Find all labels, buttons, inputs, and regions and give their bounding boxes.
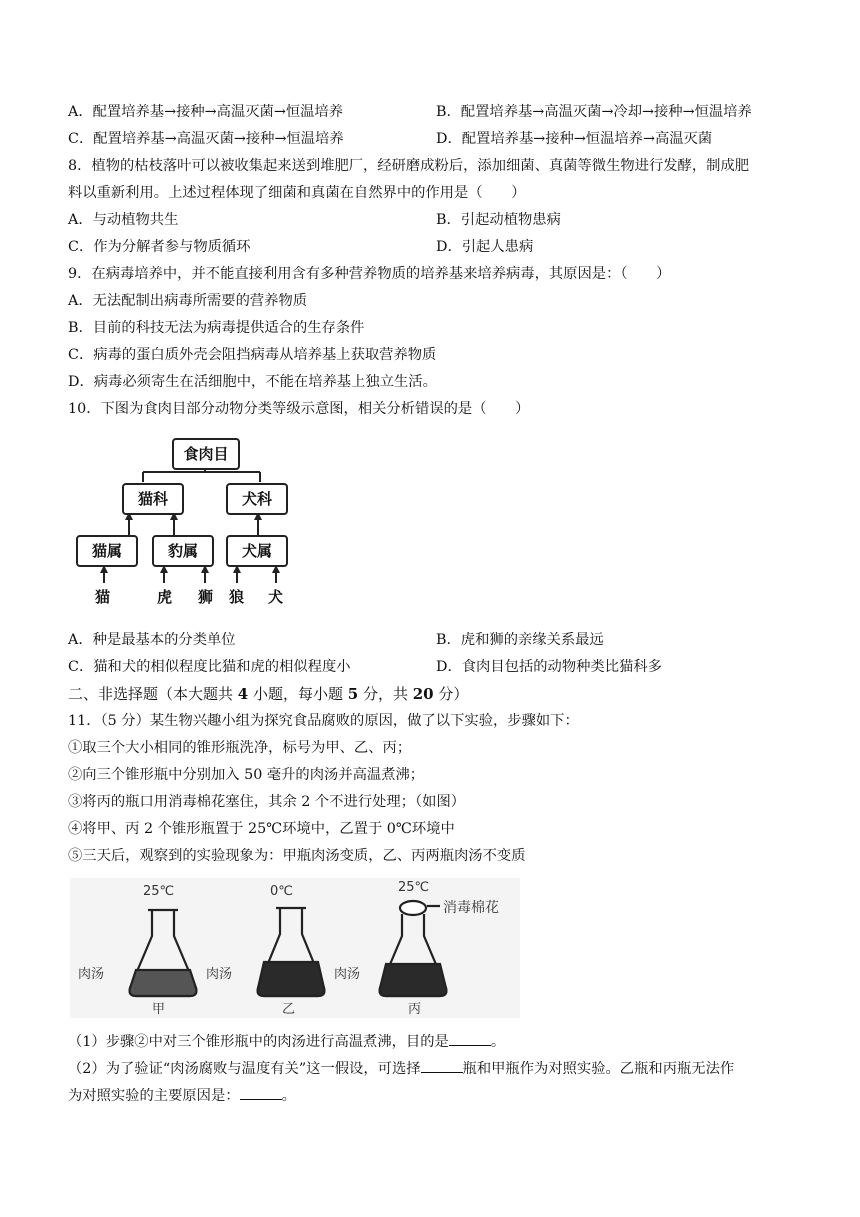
q10-option-a: A．种是最基本的分类单位 [68,632,236,648]
q10-option-d: D．食肉目包括的动物种类比猫科多 [436,659,662,675]
q10-option-b: B．虎和狮的亲缘关系最远 [436,632,604,648]
q8-stem-line1: 8．植物的枯枝落叶可以被收集起来送到堆肥厂，经研磨成粉后，添加细菌、真菌等微生物进行发酵，制成肥 [68,158,750,174]
q8-stem-line2: 料以重新利用。上述过程体现了细菌和真菌在自然界中的作用是（ ） [68,185,526,201]
q8-option-a: A．与动植物共生 [68,212,179,228]
q9-option-d: D．病毒必须寄生在活细胞中，不能在培养基上独立生活。 [68,374,437,390]
tree-node-genus-felis: 猫属 [76,535,138,567]
q11-part-2-text: （2）为了验证“肉汤腐败与温度有关”这一假设，可选择 [68,1061,421,1077]
q11-part-2-text-b: 瓶和甲瓶作为对照实验。乙瓶和丙瓶无法作 [462,1061,735,1077]
q11-part-1-end: 。 [490,1034,506,1050]
tree-species-tiger: 虎 [157,588,173,606]
flask-c-temp: 25℃ [398,880,430,895]
q7-option-a: A．配置培养基→接种→高温灭菌→恒温培养 [68,104,344,120]
tree-species-cat: 猫 [95,588,111,606]
q9-option-b: B．目前的科技无法为病毒提供适合的生存条件 [68,320,365,336]
q8-option-b: B．引起动植物患病 [436,212,561,228]
section-2-heading [68,684,468,704]
q8-option-c: C．作为分解者参与物质循环 [68,239,251,255]
q9-stem: 9．在病毒培养中，并不能直接利用含有多种营养物质的培养基来培养病毒，其原因是：（ ） [68,266,671,282]
flask-b-broth-label: 肉汤 [206,967,233,982]
section-2-total: 20 [412,685,434,703]
tree-species-wolf: 狼 [229,588,245,606]
q10-option-c: C．猫和犬的相似程度比猫和虎的相似程度小 [68,659,351,675]
q11-step-2: ②向三个锥形瓶中分别加入 50 毫升的肉汤并高温煮沸； [68,767,425,783]
tree-node-order: 食肉目 [172,438,240,470]
q11-part-2 [68,1058,734,1079]
answer-blank-2[interactable] [421,1058,463,1073]
cotton-label: 消毒棉花 [443,900,499,916]
tree-species-dog: 犬 [268,588,284,606]
q9-option-c: C．病毒的蛋白质外壳会阻挡病毒从培养基上获取营养物质 [68,347,437,363]
flask-b-temp: 0℃ [270,884,293,899]
section-2-text-1: 二、非选择题（本大题共 [68,685,238,703]
q11-part-2-end: 。 [281,1088,296,1104]
flask-a-name: 甲 [152,1002,166,1017]
q11-step-3: ③将丙的瓶口用消毒棉花塞住，其余 2 个不进行处理；（如图） [68,794,466,810]
tree-node-family-dog: 犬科 [226,483,288,515]
q11-stem: 11．（5 分）某生物兴趣小组为探究食品腐败的原因，做了以下实验，步骤如下： [68,713,579,729]
tree-species-lion: 狮 [198,588,214,606]
q10-stem: 10．下图为食肉目部分动物分类等级示意图，相关分析错误的是（ ） [68,401,530,417]
q11-part-2-cont [68,1085,296,1106]
section-2-text-2: 小题，每小题 [248,685,348,703]
q11-part-1-text: （1）步骤②中对三个锥形瓶中的肉汤进行高温煮沸，目的是 [68,1034,449,1050]
q7-option-b: B．配置培养基→高温灭菌→冷却→接种→恒温培养 [436,104,752,120]
section-2-text-3: 分，共 [358,685,413,703]
flask-a-temp: 25℃ [143,884,175,899]
flask-a-broth-label: 肉汤 [78,967,105,982]
section-2-text-4: 分） [433,685,469,703]
q11-part-2-text-c: 为对照实验的主要原因是： [68,1088,240,1104]
q11-step-4: ④将甲、丙 2 个锥形瓶置于 25℃环境中，乙置于 0℃环境中 [68,821,455,837]
section-2-score: 5 [347,685,359,703]
q9-option-a: A．无法配制出病毒所需要的营养物质 [68,293,308,309]
section-2-count: 4 [237,685,249,703]
q7-option-d: D．配置培养基→接种→恒温培养→高温灭菌 [436,131,713,147]
answer-blank-1[interactable] [449,1031,491,1046]
flask-b-name: 乙 [282,1002,296,1017]
q11-step-1: ①取三个大小相同的锥形瓶洗净，标号为甲、乙、丙； [68,740,412,756]
tree-node-genus-panthera: 豹属 [152,535,214,567]
answer-blank-3[interactable] [240,1085,282,1100]
q11-step-5: ⑤三天后，观察到的实验现象为：甲瓶肉汤变质，乙、丙两瓶肉汤不变质 [68,848,526,864]
q7-option-c: C．配置培养基→高温灭菌→接种→恒温培养 [68,131,344,147]
flask-c-name: 丙 [408,1002,422,1017]
tree-node-genus-canis: 犬属 [226,535,288,567]
flask-c-broth-label: 肉汤 [334,967,361,982]
q8-option-d: D．引起人患病 [436,239,534,255]
q11-part-1 [68,1031,505,1052]
tree-node-family-cat: 猫科 [122,483,184,515]
